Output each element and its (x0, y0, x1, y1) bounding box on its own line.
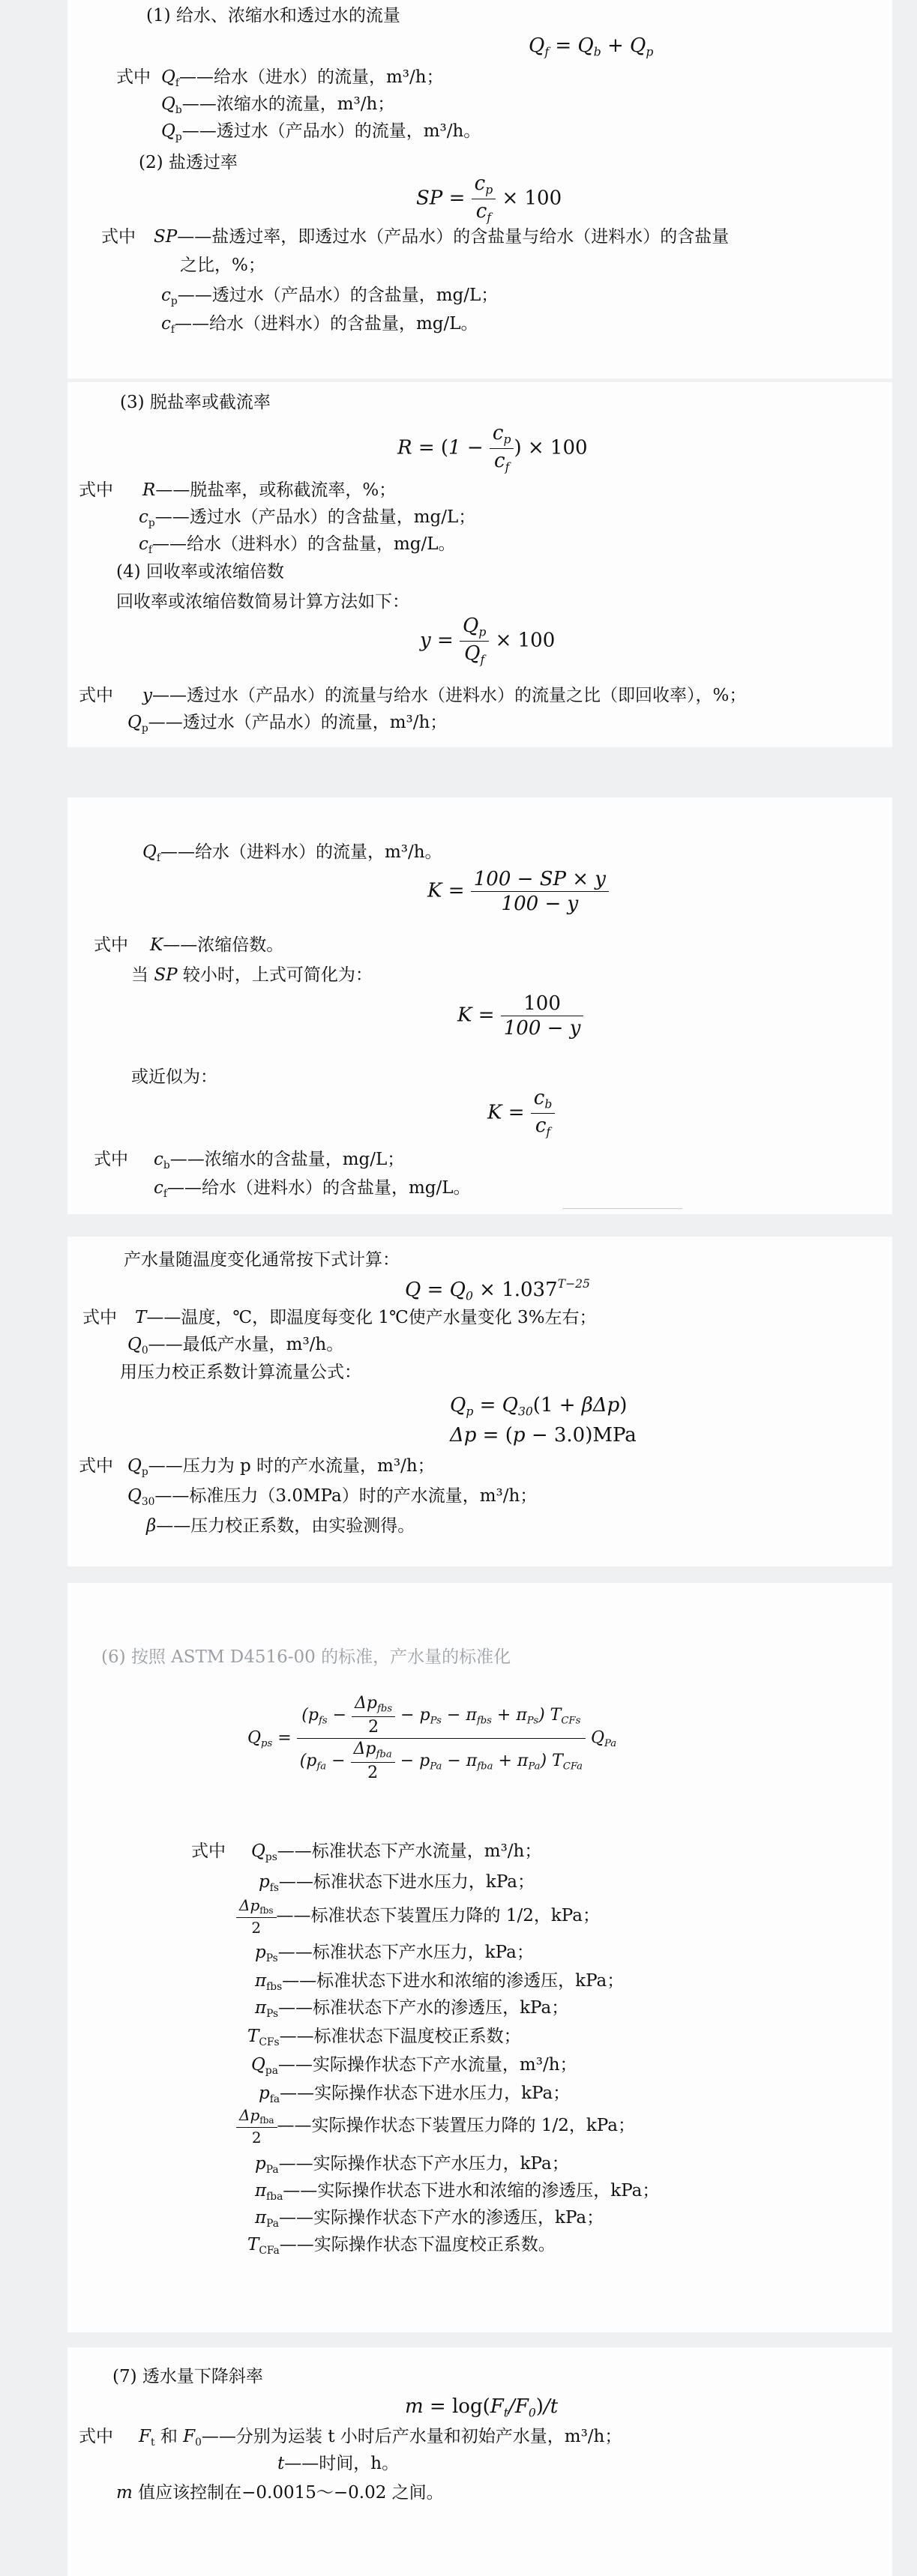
heading-flow: (1) 给水、浓缩水和透过水的流量 (146, 6, 400, 25)
definition-sp-continued: 之比，%； (180, 256, 265, 275)
definition-cp: $c_p——$透过水（产品水）的含盐量，mg/L； (161, 286, 499, 307)
definition-cb: $c_b——$浓缩水的含盐量，mg/L； (154, 1150, 405, 1171)
equation-approx: K = $\frac{c_b}{c_f}$ (487, 1088, 555, 1138)
equation-rejection: R = (1 − $\frac{c_p}{c_f}$ ) × 100 (397, 422, 588, 474)
definition-cp: $c_p——$透过水（产品水）的含盐量，mg/L； (139, 507, 476, 529)
section-panel-6 (67, 2347, 892, 2576)
definition-r: R——脱盐率，或称截流率，%； (142, 480, 397, 500)
definition-qp: $Q_p——$透过水（产品水）的流量，m³/h； (127, 713, 448, 735)
equation-simplified: K = $\frac{100}{100 - y}$ (457, 994, 583, 1038)
definition-tcfa: $T_{CFa}——$实际操作状态下温度校正系数。 (247, 2235, 556, 2257)
definition-qps: $Q_{ps}——$标准状态下产水流量，m³/h； (251, 1841, 542, 1863)
definition-ft-f0: $F_t$ 和 $F_0——$分别为运装 t 小时后产水量和初始产水量，m³/h； (139, 2427, 622, 2449)
equation-salt-passage: SP = $\frac{c_p}{c_f}$ × 100 (416, 172, 562, 225)
definition-tcfs: $T_{CFs}——$标准状态下温度校正系数； (247, 2027, 521, 2048)
approx-label: 或近似为： (131, 1067, 217, 1087)
definition-pips: $\pi_{Ps}——$标准状态下产水的渗透压，kPa； (255, 1998, 569, 2020)
section-panel-4 (67, 1237, 892, 1566)
definition-pfa: $p_{fa}——$实际操作状态下进水压力，kPa； (259, 2084, 571, 2105)
definition-qp: $Q_p——$压力为 p 时的产水流量，m³/h； (127, 1456, 435, 1478)
definition-pps: $p_{Ps}——$标准状态下产水压力，kPa； (255, 1943, 534, 1964)
equation-normalization: $Q_{ps}$ = ($p_{fs}$ − $\frac{\Delta p_{fbs}}{2}$ − $p_{Ps} - \pi_{fbs} + \pi_{Ps}$) $T_{CFs}$ ($p_{fa}$ − $\frac{\Delta p_{fba}}{2}$ − $p_{Pa} - \pi_{fba} + \pi_{Pa}$) $T_{CFa}$ $Q_{Pa}$ (247, 1694, 617, 1782)
definition-q0: $Q_0——$最低产水量，m³/h。 (127, 1335, 344, 1357)
equation-flux-decline: $m = \log(F_t/F_0)/t$ (405, 2395, 559, 2420)
heading-recovery: (4) 回收率或浓缩倍数 (116, 562, 284, 582)
definition-qb: $Q_b——$浓缩水的流量，m³/h； (161, 94, 395, 116)
definition-qpa: $Q_{pa}——$实际操作状态下产水流量，m³/h； (251, 2055, 577, 2077)
where-label: 式中 (79, 686, 113, 705)
equation-concentration-factor: K = $\frac{100 - SP \times y}{100 - y}$ (427, 869, 609, 914)
equation-flow-balance: $Q_f = Q_b + Q_p$ (529, 34, 654, 59)
definition-pifbs: $\pi_{fbs}——$标准状态下进水和浓缩的渗透压，kPa； (255, 1971, 625, 1993)
where-label: 式中 (101, 227, 136, 247)
definition-pifba: $\pi_{fba}——$实际操作状态下进水和浓缩的渗透压，kPa； (255, 2181, 660, 2203)
recovery-intro: 回收率或浓缩倍数简易计算方法如下： (116, 592, 409, 612)
where-label: 式中 (79, 480, 113, 500)
where-label: 式中 (79, 1456, 113, 1476)
where-label: 式中 (116, 67, 151, 87)
equation-pressure-correction: $Q_p = Q_{30}(1 + \beta\Delta p)$ (450, 1394, 628, 1419)
definition-t: T——温度，℃，即温度每变化 1℃使产水量变化 3%左右； (135, 1308, 597, 1327)
where-label: 式中 (94, 1150, 128, 1169)
definition-k: K——浓缩倍数。 (150, 935, 284, 955)
definition-qf: $Q_f——$给水（进水）的流量，m³/h； (161, 67, 444, 89)
definition-cf: $c_f——$给水（进料水）的含盐量，mg/L。 (154, 1178, 471, 1200)
heading-salt-passage: (2) 盐透过率 (139, 153, 238, 172)
definition-qf: $Q_f——$给水（进料水）的流量，m³/h。 (142, 842, 442, 864)
simplification-note: 当 SP 较小时，上式可简化为： (131, 965, 373, 985)
definition-pfs: $p_{fs}——$标准状态下进水压力，kPa； (259, 1872, 535, 1894)
pressure-intro: 用压力校正系数计算流量公式： (120, 1363, 361, 1382)
where-label: 式中 (94, 935, 128, 955)
section-panel-1 (67, 0, 892, 378)
section-panel-5 (67, 1583, 892, 2332)
heading-normalization: (6) 按照 ASTM D4516-00 的标准，产水量的标准化 (101, 1647, 511, 1667)
definition-qp: $Q_p——$透过水（产品水）的流量，m³/h。 (161, 121, 481, 143)
divider (562, 1208, 682, 1209)
where-label: 式中 (191, 1841, 226, 1861)
equation-pressure-delta: Δp = (p − 3.0)MPa (450, 1424, 637, 1447)
section-panel-2 (67, 382, 892, 747)
where-label: 式中 (82, 1308, 117, 1327)
definition-cf: $c_f——$给水（进料水）的含盐量，mg/L。 (161, 314, 478, 336)
definition-cf: $c_f——$给水（进料水）的含盐量，mg/L。 (139, 534, 456, 556)
m-range-note: m 值应该控制在−0.0015～−0.02 之间。 (116, 2483, 444, 2503)
section-panel-3 (67, 797, 892, 1214)
definition-y: y——透过水（产品水）的流量与给水（进料水）的流量之比（即回收率），%； (142, 686, 747, 705)
definition-pipa: $\pi_{Pa}——$实际操作状态下产水的渗透压，kPa； (255, 2208, 604, 2230)
heading-rejection: (3) 脱盐率或截流率 (120, 393, 271, 412)
temperature-intro: 产水量随温度变化通常按下式计算： (124, 1250, 400, 1270)
definition-q30: $Q_{30}——$标准压力（3.0MPa）时的产水流量，m³/h； (127, 1486, 538, 1508)
equation-temperature: $Q = Q_0 \times 1.037^{T-25}$ (405, 1277, 590, 1303)
definition-dpfba: $\frac{\Delta p_{fba}}{2}$ ——实际操作状态下装置压力降的 1/2，kPa； (236, 2108, 635, 2145)
definition-t: t——时间，h。 (277, 2454, 400, 2473)
heading-flux-decline: (7) 透水量下降斜率 (112, 2367, 263, 2386)
definition-dpfbs: $\frac{\Delta p_{fbs}}{2}$ ——标准状态下装置压力降的 1/2，kPa； (236, 1898, 600, 1935)
equation-recovery: y = $\frac{Q_p}{Q_f}$ × 100 (420, 615, 556, 667)
definition-sp: SP——盐透过率，即透过水（产品水）的含盐量与给水（进料水）的含盐量 (154, 227, 730, 247)
definition-beta: β——压力校正系数，由实验测得。 (146, 1516, 415, 1536)
definition-ppa: $p_{Pa}——$实际操作状态下产水压力，kPa； (255, 2154, 569, 2176)
where-label: 式中 (79, 2427, 113, 2446)
